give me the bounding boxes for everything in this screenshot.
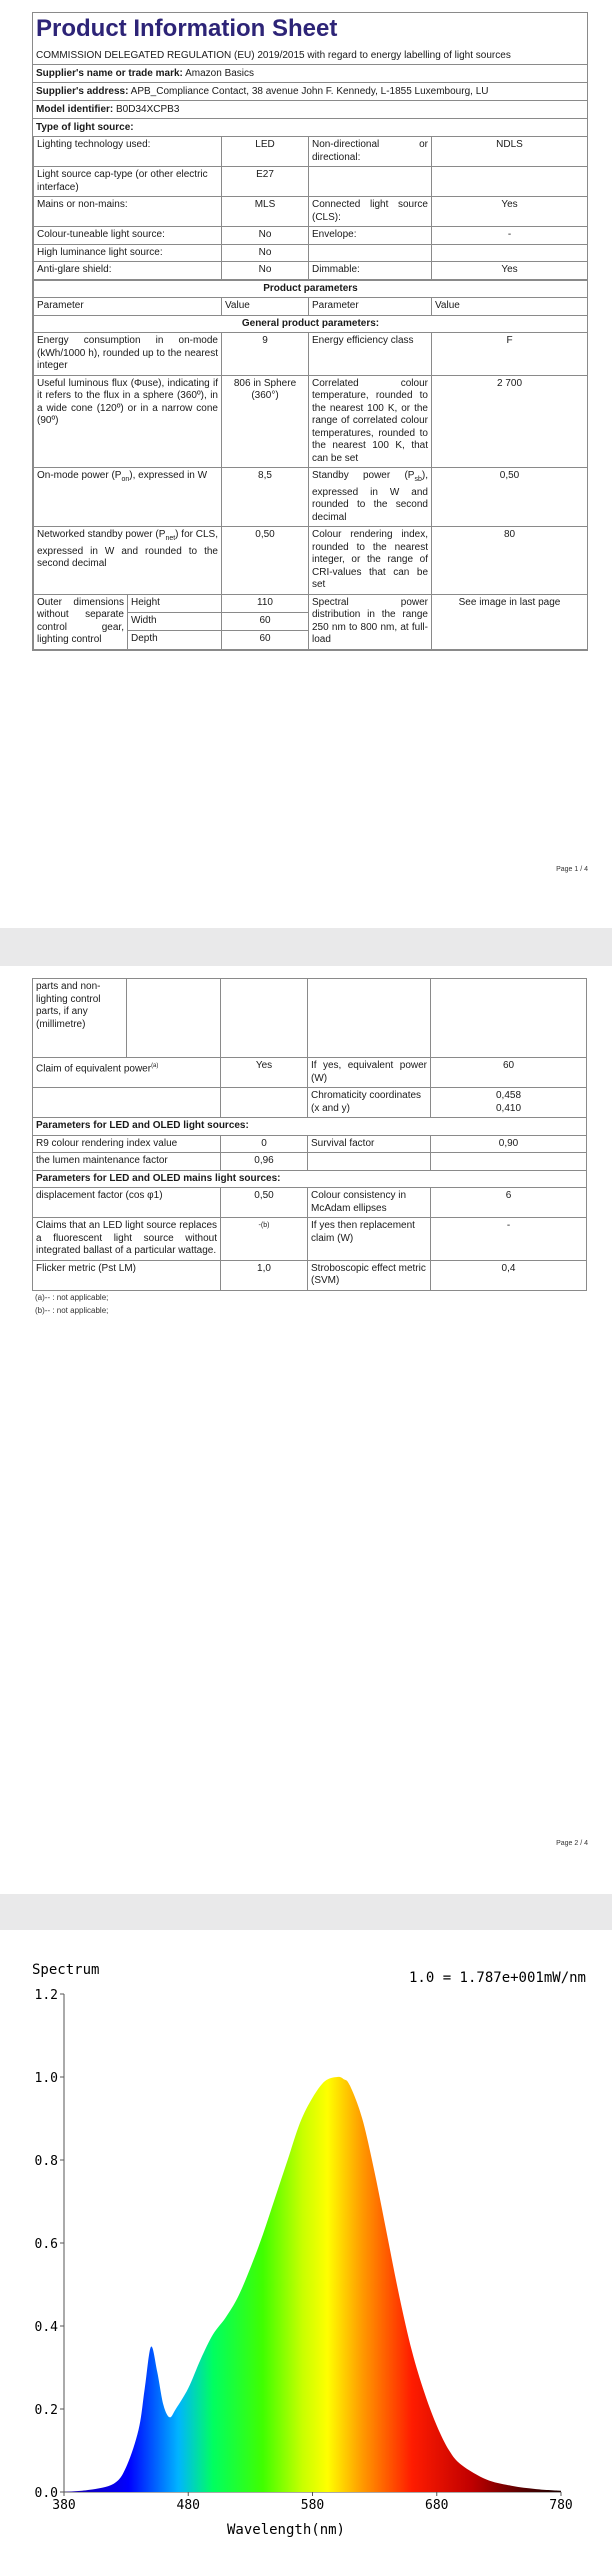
parameter-row bbox=[34, 468, 588, 527]
type-value: E27 bbox=[222, 167, 309, 197]
y-tick-label: 0.2 bbox=[34, 2403, 58, 2418]
type-value: No bbox=[222, 262, 309, 280]
empty-cell bbox=[221, 1088, 308, 1118]
empty-cell bbox=[127, 979, 221, 1058]
x-tick-label: 380 bbox=[52, 2498, 76, 2513]
empty-cell bbox=[431, 979, 587, 1058]
x-tick-label: 780 bbox=[549, 2498, 573, 2513]
y-tick-label: 0.6 bbox=[34, 2237, 58, 2252]
model-identifier-value: B0D34XCPB3 bbox=[116, 104, 180, 115]
parameter-label: Useful luminous flux (Φuse), indicating if it refers to the flux in a sphere (360º), in a wide cone (120º) or in a narrow cone (90º) bbox=[34, 375, 222, 468]
parameter-label-2: Energy efficiency class bbox=[309, 333, 432, 376]
x-axis-label: Wavelength(nm) bbox=[226, 2522, 346, 2538]
type-label: Lighting technology used: bbox=[34, 137, 222, 167]
type-label-2: Dimmable: bbox=[309, 262, 432, 280]
type-label-2 bbox=[309, 244, 432, 262]
displacement-factor-value: 0,50 bbox=[221, 1188, 308, 1218]
type-row bbox=[34, 167, 588, 197]
type-value-2: - bbox=[432, 227, 588, 245]
type-label: High luminance light source: bbox=[34, 244, 222, 262]
type-value-2 bbox=[432, 244, 588, 262]
type-label: Anti-glare shield: bbox=[34, 262, 222, 280]
parameters-table-continued bbox=[32, 978, 587, 1291]
footnote-ref-a: (a) bbox=[151, 1063, 159, 1069]
supplier-name-value: Amazon Basics bbox=[185, 68, 255, 79]
footnote-a: (a)-‐ : not applicable; bbox=[35, 1292, 109, 1302]
product-information-sheet bbox=[32, 12, 588, 651]
supplier-address-label: Supplier's address: bbox=[36, 86, 129, 97]
type-row bbox=[34, 197, 588, 227]
type-value-2: NDLS bbox=[432, 137, 588, 167]
type-row bbox=[34, 227, 588, 245]
type-value-2: Yes bbox=[432, 197, 588, 227]
type-of-light-source-header: Type of light source: bbox=[33, 118, 587, 136]
footnote-b: (b)-‐ : not applicable; bbox=[35, 1305, 109, 1315]
empty-cell bbox=[308, 979, 431, 1058]
parameter-label: On-mode power $(P_{on})$, expressed in W bbox=[34, 468, 222, 527]
col-header-parameter-2: Parameter bbox=[309, 298, 432, 316]
chromaticity-y: 0,410 bbox=[495, 1102, 522, 1114]
type-label: Mains or non-mains: bbox=[34, 197, 222, 227]
parameter-value: 9 bbox=[222, 333, 309, 376]
replacement-claim-label: If yes then replacement claim (W) bbox=[308, 1218, 431, 1261]
type-label: Light source cap-type (or other electric interface) bbox=[34, 167, 222, 197]
parameter-value: 8,5 bbox=[222, 468, 309, 527]
displacement-factor-label: displacement factor (cos φ1) bbox=[33, 1188, 221, 1218]
equivalent-power-label: If yes, equivalent power (W) bbox=[308, 1058, 431, 1088]
chart-annotation: 1.0 = 1.787e+001mW/nm bbox=[408, 1970, 586, 1986]
parameter-row bbox=[34, 375, 588, 468]
replacement-claim-value: - bbox=[431, 1218, 587, 1261]
width-label: Width bbox=[128, 612, 222, 630]
survival-factor-label: Survival factor bbox=[308, 1135, 431, 1153]
spectrum-chart bbox=[32, 1960, 586, 2540]
flicker-metric-label: Flicker metric (Pst LM) bbox=[33, 1260, 221, 1290]
chromaticity-x: 0,458 bbox=[495, 1090, 522, 1101]
model-identifier-label: Model identifier: bbox=[36, 104, 114, 115]
y-tick-label: 0.8 bbox=[34, 2154, 58, 2169]
equivalent-power-claim-value: Yes bbox=[221, 1058, 308, 1088]
col-header-parameter: Parameter bbox=[34, 298, 222, 316]
type-value: No bbox=[222, 227, 309, 245]
product-parameters-header: Product parameters bbox=[34, 280, 588, 298]
equivalent-power-value: 60 bbox=[431, 1058, 587, 1088]
type-value-2 bbox=[432, 167, 588, 197]
colour-consistency-value: 6 bbox=[431, 1188, 587, 1218]
x-tick-label: 580 bbox=[300, 2498, 325, 2513]
type-value: No bbox=[222, 244, 309, 262]
height-label: Height bbox=[128, 594, 222, 612]
spectral-distribution-label: Spectral power distribution in the range 250 nm to 800 nm, at full-load bbox=[309, 594, 432, 649]
type-row bbox=[34, 244, 588, 262]
chart-title: Spectrum bbox=[32, 1962, 100, 1978]
type-value: MLS bbox=[222, 197, 309, 227]
parameter-label: Energy consumption in on-mode (kWh/1000 h), rounded up to the nearest integer bbox=[34, 333, 222, 376]
type-label-2: Non-directional or directional: bbox=[309, 137, 432, 167]
page-title: Product Information Sheet bbox=[36, 15, 338, 42]
y-tick-label: 1.0 bbox=[34, 2071, 58, 2086]
y-tick-label: 0.0 bbox=[34, 2486, 58, 2501]
model-identifier-row bbox=[33, 100, 587, 118]
stroboscopic-label: Stroboscopic effect metric (SVM) bbox=[308, 1260, 431, 1290]
page-3 bbox=[0, 1930, 612, 2560]
supplier-address-row bbox=[33, 82, 587, 100]
colour-consistency-label: Colour consistency in McAdam ellipses bbox=[308, 1188, 431, 1218]
page-1 bbox=[0, 0, 612, 928]
supplier-name-label: Supplier's name or trade mark: bbox=[36, 68, 183, 79]
depth-label: Depth bbox=[128, 631, 222, 649]
parameter-value: 806 in Sphere (360°) bbox=[222, 375, 309, 468]
fluorescent-claim-label: Claims that an LED light source replaces a fluorescent light source without integrated ballast of a particular wattage. bbox=[33, 1218, 221, 1261]
chromaticity-value bbox=[431, 1088, 587, 1118]
dimensions-label: Outer dimensions without separate control gear, lighting control bbox=[34, 594, 128, 649]
r9-value: 0 bbox=[221, 1135, 308, 1153]
supplier-name-row bbox=[33, 64, 587, 82]
equivalent-power-claim-label bbox=[33, 1058, 221, 1088]
parameter-row bbox=[34, 527, 588, 595]
survival-factor-value: 0,90 bbox=[431, 1135, 587, 1153]
x-tick-label: 480 bbox=[176, 2498, 200, 2513]
type-table bbox=[33, 136, 588, 280]
mains-parameters-header: Parameters for LED and OLED mains light sources: bbox=[33, 1170, 587, 1188]
type-value-2: Yes bbox=[432, 262, 588, 280]
empty-cell bbox=[308, 1153, 431, 1171]
height-value: 110 bbox=[222, 594, 309, 612]
empty-cell bbox=[431, 1153, 587, 1171]
type-value: LED bbox=[222, 137, 309, 167]
empty-cell bbox=[33, 1088, 221, 1118]
y-tick-label: 1.2 bbox=[34, 1988, 58, 2003]
fluorescent-claim-value: -(b) bbox=[221, 1218, 308, 1261]
general-parameters-header: General product parameters: bbox=[34, 315, 588, 333]
depth-value: 60 bbox=[222, 631, 309, 649]
type-label-2: Envelope: bbox=[309, 227, 432, 245]
parameter-label: Networked standby power $(P_{net})$ for CLS, expressed in W and rounded to the second decimal bbox=[34, 527, 222, 595]
page-number-2: Page 2 / 4 bbox=[556, 1840, 588, 1847]
parameter-row bbox=[34, 333, 588, 376]
lumen-maintenance-label: the lumen maintenance factor bbox=[33, 1153, 221, 1171]
type-row bbox=[34, 137, 588, 167]
dimensions-label-continued: parts and non-lighting control parts, if any (millimetre) bbox=[33, 979, 127, 1058]
col-header-value: Value bbox=[222, 298, 309, 316]
parameters-table bbox=[33, 280, 588, 650]
equivalent-power-claim-text: Claim of equivalent power bbox=[36, 1063, 152, 1075]
empty-cell bbox=[221, 979, 308, 1058]
spectral-distribution-value: See image in last page bbox=[432, 594, 588, 649]
parameter-value-2: F bbox=[432, 333, 588, 376]
x-tick-label: 680 bbox=[425, 2498, 449, 2513]
page-2 bbox=[0, 966, 612, 1894]
lumen-maintenance-value: 0,96 bbox=[221, 1153, 308, 1171]
regulation-text: COMMISSION DELEGATED REGULATION (EU) 2019/2015 with regard to energy labelling of light sources bbox=[36, 50, 511, 61]
spectrum-area bbox=[64, 2077, 561, 2492]
chromaticity-label: Chromaticity coordinates (x and y) bbox=[308, 1088, 431, 1118]
parameter-value-2: 80 bbox=[432, 527, 588, 595]
r9-label: R9 colour rendering index value bbox=[33, 1135, 221, 1153]
parameter-label-2: Colour rendering index, rounded to the nearest integer, or the range of CRI-values that can be set bbox=[309, 527, 432, 595]
col-header-value-2: Value bbox=[432, 298, 588, 316]
parameter-value-2: 2 700 bbox=[432, 375, 588, 468]
type-label-2 bbox=[309, 167, 432, 197]
parameter-value-2: 0,50 bbox=[432, 468, 588, 527]
type-row bbox=[34, 262, 588, 280]
parameter-value: 0,50 bbox=[222, 527, 309, 595]
page-number: Page 1 / 4 bbox=[556, 866, 588, 873]
product-information-sheet-continued bbox=[32, 978, 586, 1317]
stroboscopic-value: 0,4 bbox=[431, 1260, 587, 1290]
led-parameters-header: Parameters for LED and OLED light sources: bbox=[33, 1118, 587, 1136]
y-tick-label: 0.4 bbox=[34, 2320, 58, 2335]
parameter-label-2: Standby power $(P_{sb})$, expressed in W and rounded to the second decimal bbox=[309, 468, 432, 527]
flicker-metric-value: 1,0 bbox=[221, 1260, 308, 1290]
supplier-address-value: APB_Compliance Contact, 38 avenue John F. Kennedy, L-1855 Luxembourg, LU bbox=[130, 86, 489, 97]
type-label: Colour-tuneable light source: bbox=[34, 227, 222, 245]
width-value: 60 bbox=[222, 612, 309, 630]
parameter-label-2: Correlated colour temperature, rounded to the nearest 100 K, or the range of correlated colour temperatures, rounded to the nearest 100 K, that can be set bbox=[309, 375, 432, 468]
type-label-2: Connected light source (CLS): bbox=[309, 197, 432, 227]
